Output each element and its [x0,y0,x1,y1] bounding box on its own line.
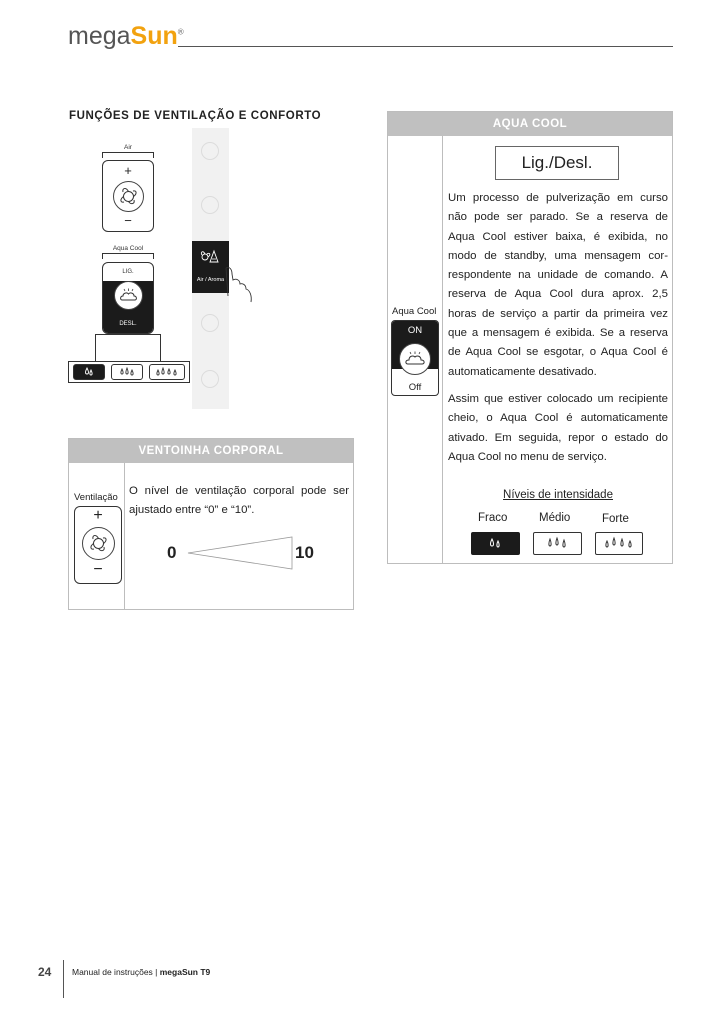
intensity-levels-title: Níveis de intensidade [503,489,613,501]
aqua-control-card[interactable] [102,262,154,334]
logo-text-mega: mega [68,22,131,50]
level-medio-label: Médio [539,512,571,524]
ventilation-fan-button[interactable] [82,527,115,560]
aqua-cool-paragraph-2: Assim que estiver colocado um recipiente cheio, o Aqua Cool é automaticamente ativado. Em seguida, repor o estado do Aqua Cool no menu de serviço. [448,393,668,463]
air-label: Air [124,144,132,151]
air-minus[interactable]: − [124,213,132,228]
drops-high-icon [150,365,184,379]
cloud-icon [400,344,430,374]
footer-text [72,967,210,977]
intensity-mid-button[interactable] [111,364,143,380]
section-title: FUNÇÕES DE VENTILAÇÃO E CONFORTO [69,110,322,122]
level-fraco-button[interactable] [471,532,520,555]
drops-high-icon [596,533,642,554]
aqua-cool-label-small: Aqua Cool [112,245,144,252]
aqua-cool-paragraph-1: Um processo de pulverização em curso não pode ser parado. Se a reserva de Aqua Cool estiver baixa, é exibida, no modo de standby, uma mensagem cor-respondente na unidade de comando. A reserva de Aqua Cool dura aprox. 2,5 horas de serviço a partir da primeira vez que a mensagem é exibida. Se a reserva de Aqua Cool se esgotar, o Aqua Cool é automaticamente desativado. [448,192,668,378]
ventilation-minus[interactable]: − [93,561,103,578]
aqua-cloud-button[interactable] [114,281,143,310]
level-medio-button[interactable] [533,532,582,555]
drops-low-icon [472,533,519,554]
footer-product: megaSun T9 [159,967,211,977]
page-number: 24 [38,965,52,979]
megasun-logo [68,22,184,51]
drops-low-icon [74,365,104,379]
aqua-on-text: ON [407,325,423,336]
drops-mid-icon [534,533,581,554]
ventoinha-table-title: VENTOINHA CORPORAL [69,439,353,463]
aqua-cool-button[interactable] [399,343,431,375]
logo-text-sun: Sun [130,22,178,50]
ventoinha-table-divider [124,463,125,609]
side-control-strip [192,128,229,409]
air-aroma-button[interactable] [192,241,229,293]
scale-wedge [186,535,296,571]
strip-ghost-icon-4 [201,370,219,388]
cloud-icon [115,282,142,309]
air-bracket [102,152,154,158]
footer-manual-label: Manual de instruções | [72,967,160,977]
aqua-off-label: DESL. [119,321,137,327]
air-fan-button[interactable] [113,181,144,212]
strip-ghost-icon-2 [201,196,219,214]
air-plus[interactable]: + [124,163,132,178]
aqua-off-text: Off [408,382,422,393]
ventoinha-table [68,438,354,610]
air-aroma-label: Air / Aroma [196,277,225,283]
connector-top [95,334,161,335]
strip-ghost-icon-1 [201,142,219,160]
scale-max-label: 10 [295,543,314,562]
connector-right [160,334,161,364]
aqua-cool-table [387,111,673,564]
strip-ghost-icon-3 [201,314,219,332]
hand-pointer-icon [226,266,256,306]
air-control-card[interactable] [102,160,154,232]
level-forte-label: Forte [602,513,629,525]
intensity-high-button[interactable] [149,364,185,380]
level-forte-button[interactable] [595,532,643,555]
ventoinha-description: O nível de ventilação corporal pode ser ajustado entre “0” e “10”. [129,485,349,517]
aqua-cool-onoff-card[interactable] [391,320,439,396]
level-fraco-label: Fraco [478,512,508,524]
fan-body-icon [83,528,114,559]
aqua-bracket [102,253,154,259]
fan-body-icon [114,182,143,211]
logo-registered: ® [177,27,184,37]
drops-mid-icon [112,365,142,379]
ventilacao-label: Ventilação [74,492,118,503]
header-rule [178,46,673,47]
intensity-low-button[interactable] [73,364,105,380]
ventilation-plus[interactable]: + [93,507,103,524]
control-panel-illustration [68,128,358,413]
scale-min-label: 0 [167,543,177,562]
connector-left [95,334,96,364]
aqua-cool-table-divider [442,136,443,563]
aqua-on-label: LIG. [122,269,134,275]
ventilation-control-card[interactable] [74,506,122,584]
footer-divider [63,960,64,998]
lig-desl-box: Lig./Desl. [495,146,619,180]
aqua-cool-table-title: AQUA COOL [388,112,672,136]
air-aroma-icon [192,245,229,279]
aqua-cool-left-label: Aqua Cool [392,306,437,317]
